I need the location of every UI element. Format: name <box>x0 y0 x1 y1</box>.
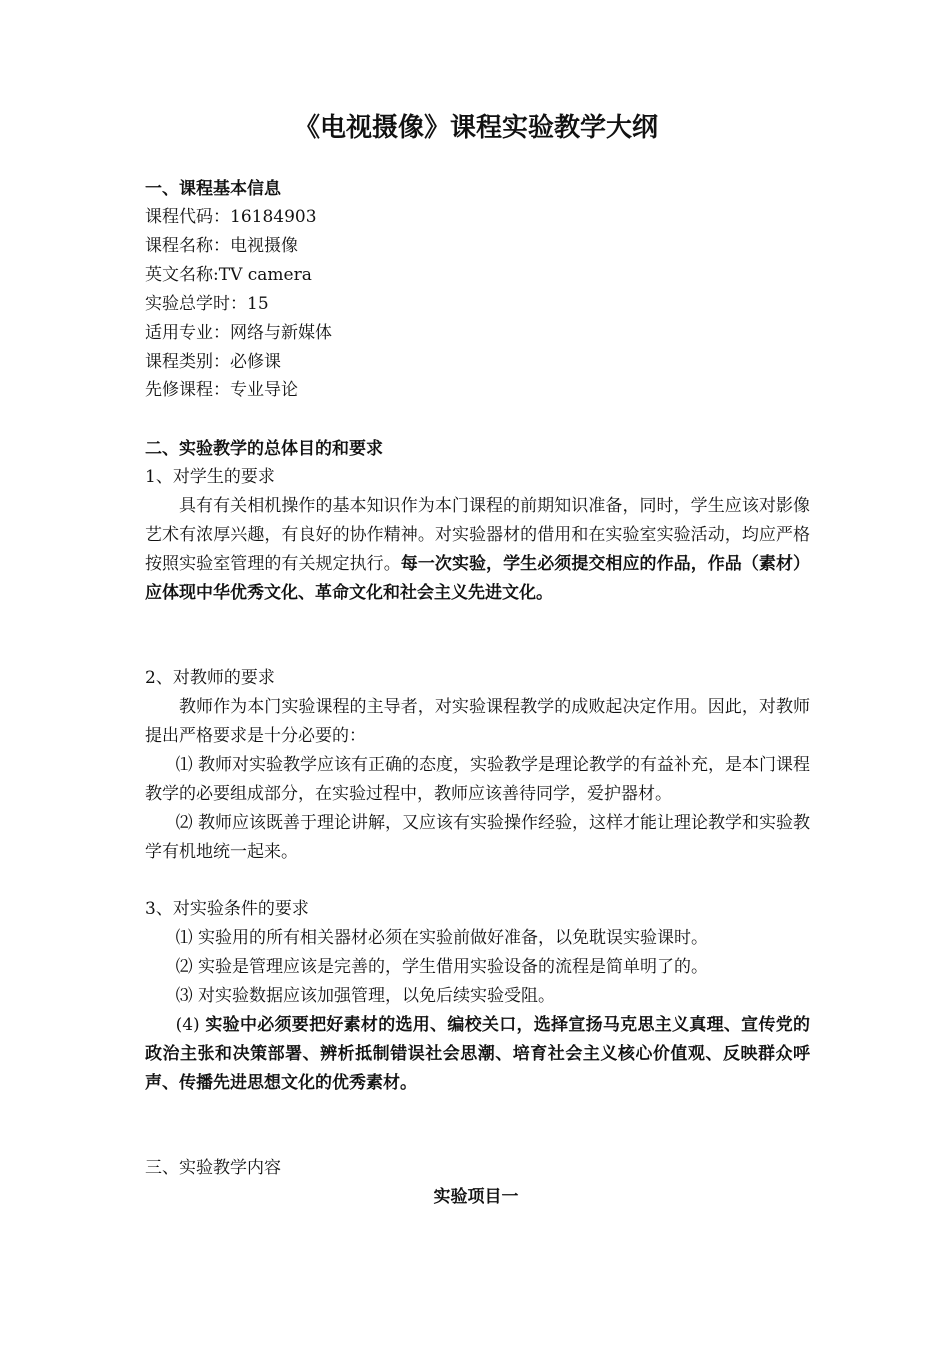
students-bold-text: 每一次实验，学生必须提交相应的作品，作品（素材）应体现中华优秀文化、革命文化和社会主义先进文化。 <box>145 554 811 603</box>
students-paragraph <box>145 492 810 608</box>
students-heading: 1、对学生的要求 <box>145 467 275 487</box>
conditions-item-4-bold: 实验中必须要把好素材的选用、编校关口，选择宣扬马克思主义真理、宣传党的政治主张和决策部署、辨析抵制错误社会思潮、培育社会主义核心价值观、反映群众呼声、传播先进思想文化的优秀素材。 <box>145 1015 811 1093</box>
english-name-field: 英文名称:TV camera <box>145 265 312 285</box>
total-hours-field: 实验总学时：15 <box>145 294 269 314</box>
project-title: 实验项目一 <box>433 1187 519 1207</box>
course-code-field: 课程代码：16184903 <box>145 207 317 227</box>
conditions-item-4-prefix: (4) <box>175 1015 206 1035</box>
major-field: 适用专业：网络与新媒体 <box>145 323 332 343</box>
section2-heading: 二、实验教学的总体目的和要求 <box>145 439 383 459</box>
document-title: 《电视摄像》课程实验教学大纲 <box>293 113 658 143</box>
conditions-item-2: ⑵ 实验是管理应该是完善的，学生借用实验设备的流程是简单明了的。 <box>175 957 708 977</box>
conditions-heading: 3、对实验条件的要求 <box>145 899 309 919</box>
conditions-item-1: ⑴ 实验用的所有相关器材必须在实验前做好准备，以免耽误实验课时。 <box>175 928 708 948</box>
teachers-item-2: ⑵ 教师应该既善于理论讲解，又应该有实验操作经验，这样才能让理论教学和实验教学有机地统一起来。 <box>145 813 810 862</box>
teachers-heading: 2、对教师的要求 <box>145 668 275 688</box>
prerequisite-field: 先修课程：专业导论 <box>145 380 298 400</box>
course-name-field: 课程名称：电视摄像 <box>145 236 298 256</box>
conditions-item-3: ⑶ 对实验数据应该加强管理，以免后续实验受阻。 <box>175 986 555 1006</box>
course-type-field: 课程类别：必修课 <box>145 352 281 372</box>
students-text: 具有有关相机操作的基本知识作为本门课程的前期知识准备，同时，学生应该对影像艺术有浓厚兴趣，有良好的协作精神。对实验器材的借用和在实验室实验活动，均应严格按照实验室管理的有关规定执行。 <box>145 496 810 574</box>
section3-heading: 三、实验教学内容 <box>145 1158 281 1178</box>
section1-heading: 一、课程基本信息 <box>145 179 281 199</box>
teachers-item-1: ⑴ 教师对实验教学应该有正确的态度，实验教学是理论教学的有益补充，是本门课程教学的必要组成部分，在实验过程中，教师应该善待同学，爱护器材。 <box>145 755 810 804</box>
conditions-item-4 <box>145 1011 810 1098</box>
teachers-intro: 教师作为本门实验课程的主导者，对实验课程教学的成败起决定作用。因此，对教师提出严格要求是十分必要的： <box>145 697 810 746</box>
